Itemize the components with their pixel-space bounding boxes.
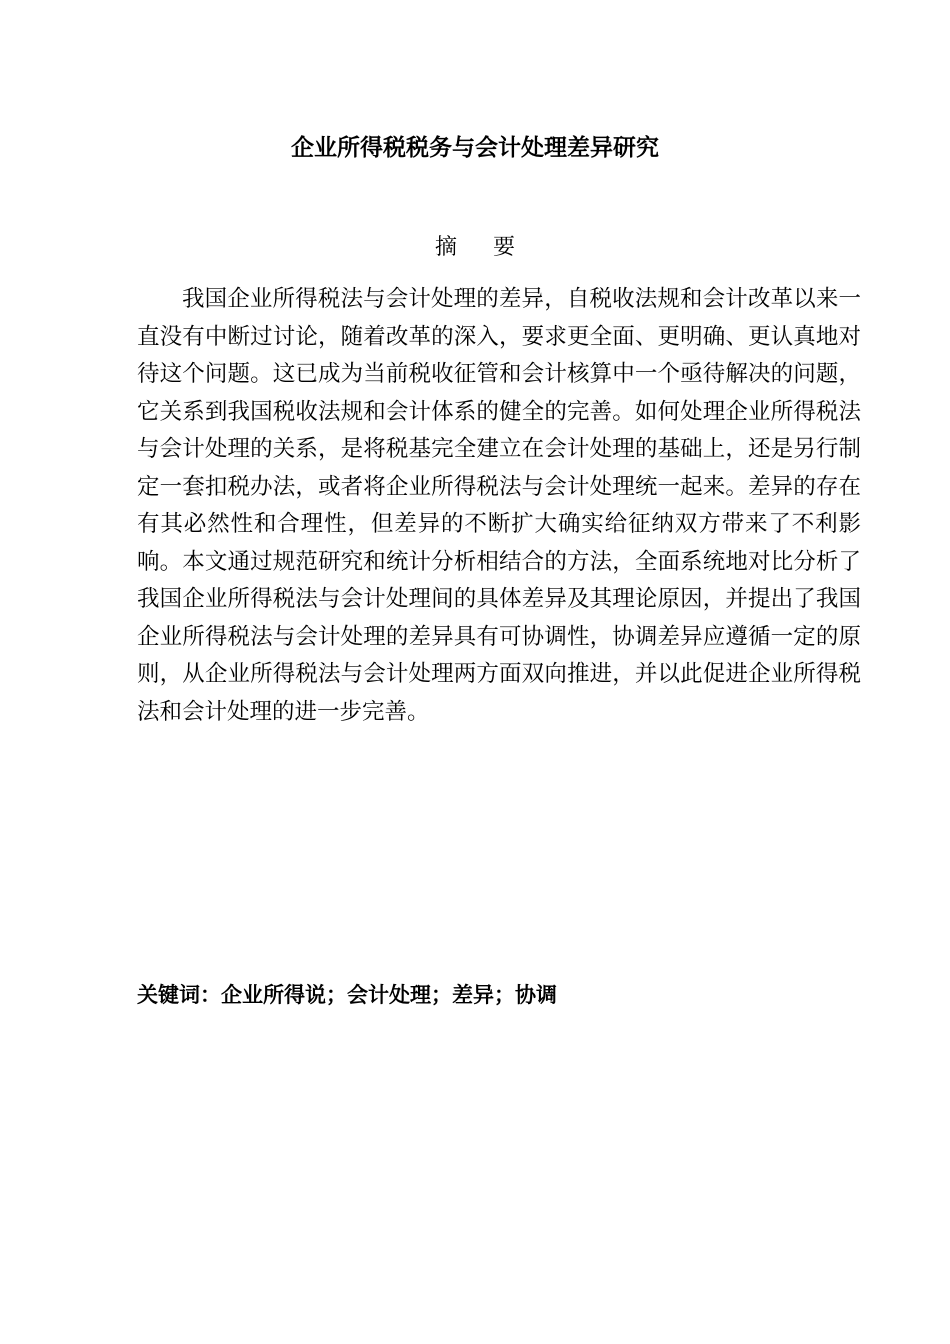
document-title: 企业所得税税务与会计处理差异研究 <box>291 135 659 161</box>
abstract-paragraph: 我国企业所得税法与会计处理的差异，自税收法规和会计改革以来一直没有中断过讨论，随着改革的深入，要求更全面、更明确、更认真地对待这个问题。这已成为当前税收征管和会计核算中一个亟待解决的问题，它关系到我国税收法规和会计体系的健全的完善。如何处理企业所得税法与会计处理的关系，是将税基完全建立在会计处理的基础上，还是另行制定一套扣税办法，或者将企业所得税法与会计处理统一起来。差异的存在有其必然性和合理性，但差异的不断扩大确实给征纳双方带来了不利影响。本文通过规范研究和统计分析相结合的方法，全面系统地对比分析了我国企业所得税法与会计处理间的具体差异及其理论原因，并提出了我国企业所得税法与会计处理的差异具有可协调性，协调差异应遵循一定的原则，从企业所得税法与会计处理两方面双向推进，并以此促进企业所得税法和会计处理的进一步完善。 <box>137 286 861 725</box>
keywords-line: 关键词：企业所得说；会计处理；差异；协调 <box>137 983 557 1007</box>
abstract-heading: 摘要 <box>434 235 551 260</box>
